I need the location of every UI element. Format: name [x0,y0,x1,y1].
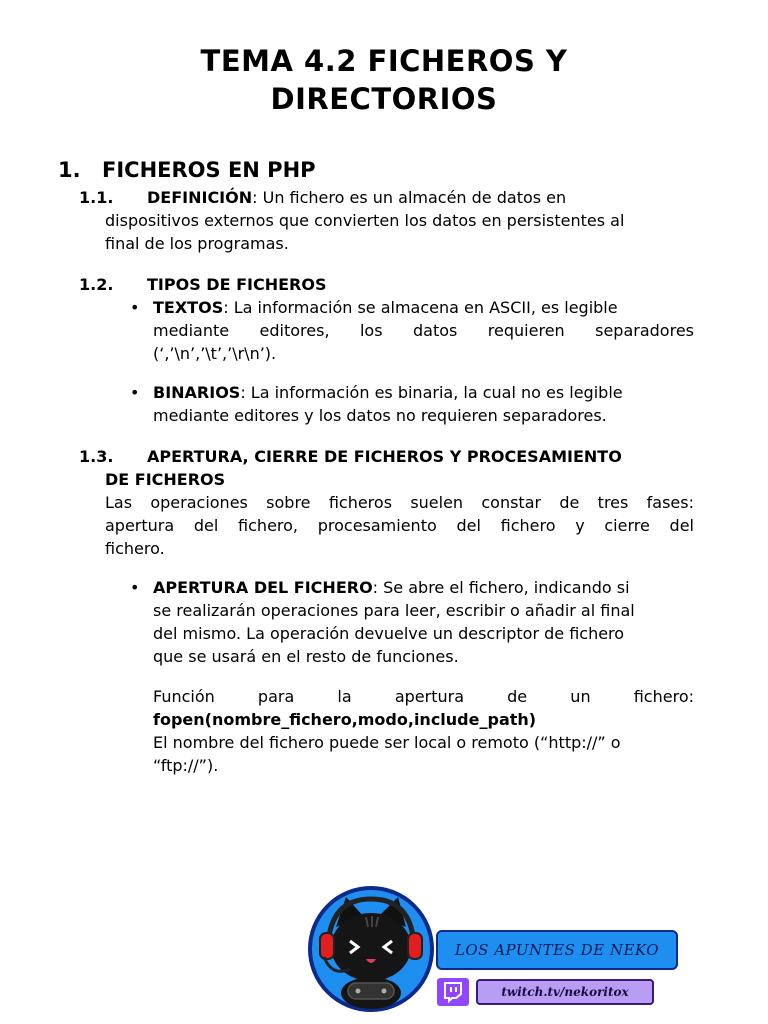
funcion-line-1: Función para la apertura de un fichero: [153,687,694,706]
title-line-2: DIRECTORIOS [270,82,498,116]
title-line-1: TEMA 4.2 FICHEROS Y [200,44,568,78]
section-1-title: FICHEROS EN PHP [102,158,316,182]
apertura-line-3: del mismo. La operación devuelve un descriptor de fichero [153,624,625,643]
subsection-1-3-title-line-1: APERTURA, CIERRE DE FICHEROS Y PROCESAMIENTO [147,447,622,466]
subsection-1-1-number: 1.1. [79,188,114,207]
twitch-link[interactable]: twitch.tv/nekoritox [476,979,654,1005]
page-title [0,42,768,118]
apertura-line-4: que se usará en el resto de funciones. [153,647,459,666]
phases-line-3: fichero. [105,539,165,558]
apertura-label: APERTURA DEL FICHERO [153,578,373,597]
bullet-binarios: • [130,383,140,402]
apertura-line-2: se realizarán operaciones para leer, escribir o añadir al final [153,601,635,620]
binarios-line-2: mediante editores y los datos no requieren separadores. [153,406,607,425]
definition-text-line-2: dispositivos externos que convierten los datos en persistentes al [105,211,625,230]
bullet-apertura: • [130,578,140,597]
banner-text: LOS APUNTES DE NEKO [454,941,660,959]
textos-line-1 [153,296,694,319]
neko-banner [436,930,678,970]
subsection-1-2-title: TIPOS DE FICHEROS [147,275,327,294]
twitch-glyph-icon [437,978,469,1006]
subsection-1-2 [79,273,326,296]
binarios-line-1-text: : La información es binaria, la cual no es legible [240,383,623,402]
subsection-1-1 [79,186,694,209]
apertura-line-1-text: : Se abre el fichero, indicando si [372,578,630,597]
textos-line-1-text: : La información se almacena en ASCII, es legible [223,298,618,317]
definition-text-line-3: final de los programas. [105,234,289,253]
textos-line-3: (‘,’\n’,’\t’,’\r\n’). [153,344,277,363]
fopen-signature: fopen(nombre_fichero,modo,include_path) [153,710,537,729]
phases-line-1: Las operaciones sobre ficheros suelen constar de tres fases: [105,493,694,512]
binarios-line-1 [153,381,694,404]
bullet-textos: • [130,298,140,317]
section-1-number: 1. [58,158,81,182]
section-1-heading [58,158,316,182]
textos-label: TEXTOS [153,298,224,317]
apertura-line-1 [153,576,694,599]
subsection-1-3 [79,445,694,468]
nombre-line-2: “ftp://”). [153,756,219,775]
subsection-1-2-number: 1.2. [79,275,114,294]
twitch-icon [437,978,469,1006]
subsection-1-1-title: DEFINICIÓN [147,188,253,207]
subsection-1-3-title-line-2: DE FICHEROS [105,470,226,489]
definition-text-line-1: : Un fichero es un almacén de datos en [252,188,567,207]
phases-line-2: apertura del fichero, procesamiento del fichero y cierre del [105,516,694,535]
binarios-label: BINARIOS [153,383,241,402]
subsection-1-3-number: 1.3. [79,447,114,466]
nombre-line-1: El nombre del fichero puede ser local o remoto (“http://” o [153,733,621,752]
textos-line-2: mediante editores, los datos requieren separadores [153,321,694,340]
neko-cat-icon [306,885,441,1015]
